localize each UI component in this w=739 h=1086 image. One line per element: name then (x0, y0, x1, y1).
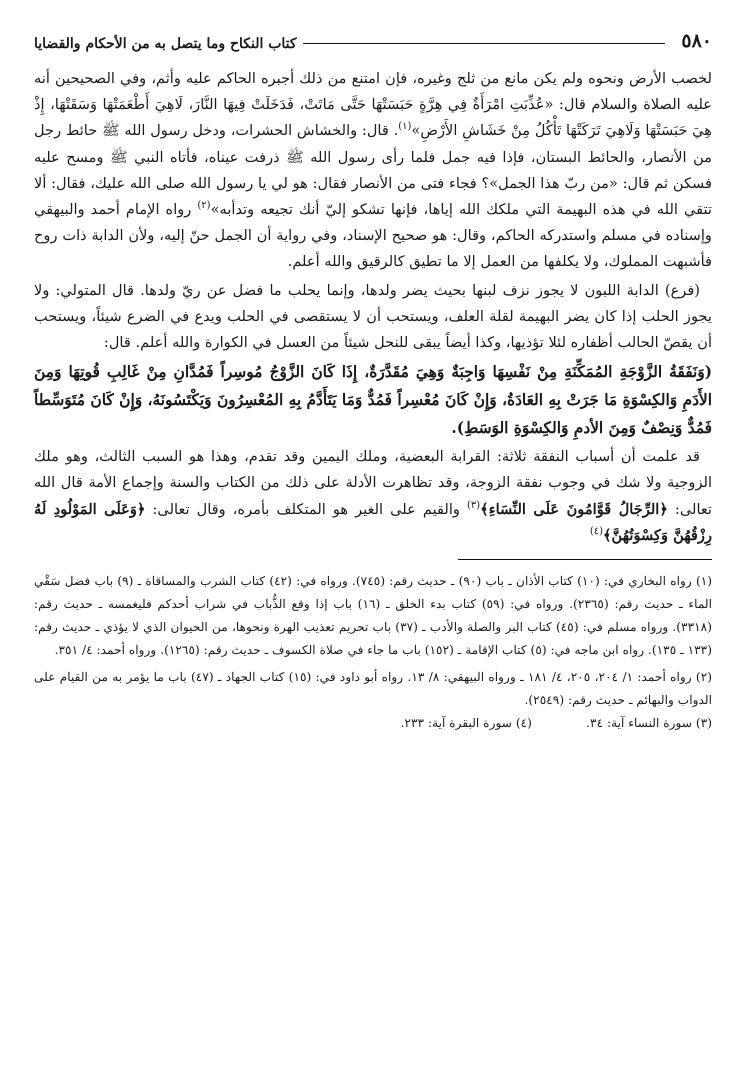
paragraph-3 (34, 444, 712, 549)
footnote-3: (٣) سورة النساء آية: ٣٤. (586, 716, 712, 731)
footnote-3-4 (34, 712, 712, 735)
quran-quote-2: ﴿وَعَلَى المَوْلُودِ لَهُ رِزْقُهُنَّ وَكِسْوَتُهُنَّ﴾ (34, 500, 712, 544)
page-header (34, 22, 712, 52)
paragraph-1 (34, 66, 712, 276)
footnote-1: (١) رواه البخاري في: (١٠) كتاب الأذان ـ باب (٩٠) ـ حديث رقم: (٧٤٥). ورواه في: (٤٢) كتاب الشرب والمساقاة ـ (٩) باب فضل سَقْي الماء ـ حديث رقم: (٢٣٦٥). ورواه في: (٥٩) كتاب بدء الخلق ـ (١٦) باب إذا وقع الذُّباب في شراب أحدكم فليغمسه ـ حديث رقم: (٣٣١٨). ورواه مسلم في: (٤٥) كتاب البر والصلة والأدب ـ (٣٧) باب تحريم تعذيب الهرة ونحوها، من الحيوان الذي لا يؤذي ـ حديث رقم: (١٣٣ ـ ١٣٥). رواه ابن ماجه في: (٥) كتاب الإقامة ـ (١٥٢) باب ما جاء في صلاة الكسوف ـ حديث رقم: (١٢٦٥). ورواه أحمد: ٤/ ٣٥١. (34, 574, 713, 658)
running-title: كتاب النكاح وما يتصل به من الأحكام والقضايا (34, 36, 297, 52)
main-text (34, 66, 712, 549)
paragraph-1-text-b: . قال: والخشاش الحشرات، ودخل رسول الله ﷺ حائط رجل من الأنصار، والحائط البستان، فإذا فيه جمل فلما رأى رسول الله ﷺ ذرفت عيناه، فأتاه النبي ﷺ ومسح عليه فسكن ثم قال: «من ربّ هذا الجمل»؟ فجاء فتى من الأنصار فقال: هو لي يا رسول الله صلى الله عليك، فقال: ألا تتقي الله في هذه البهيمة التي ملكك الله إياها، فإنها تشكو إليّ أنك تجيعه وتدأبه» (34, 122, 712, 219)
header-rule (303, 43, 666, 44)
book-page (34, 22, 712, 1072)
paragraph-1-text-c: رواه الإمام أحمد والبيهقي وإسناده في مسلم واستدركه الحاكم، وقال: هو صحيح الإسناد، وفي رواية أن الجمل حنّ إليه، ولأن الدابة ذات روح فأشبهت المملوك، ولا يكلفها من العمل إلا ما تطيق كالرقيق والله أعلم. (34, 201, 712, 271)
footnote-2: (٢) رواه أحمد: ١/ ٢٠٤، ٢٠٥، ٤/ ١٨١ ـ ورواه البيهقي: ٨/ ١٣. رواه أبو داود في: (١٥) كتاب الجهاد ـ (٤٧) باب ما يؤمر به من القيام على الدواب والبهائم ـ حديث رقم: (٢٥٤٩). (34, 670, 712, 708)
paragraph-3-text-b: والقيم على الغير هو المتكلف بأمره، وقال تعالى: (145, 500, 467, 518)
footnotes (34, 570, 712, 735)
footnote-ref-3[interactable]: (٣) (466, 499, 481, 511)
footnote-ref-2[interactable]: (٢) (197, 200, 211, 212)
footnote-4: (٤) سورة البقرة آية: ٢٣٣. (400, 716, 532, 731)
paragraph-2: (فرع) الدابة اللبون لا يجوز نزف لبنها بحيث يضر ولدها، وإنما يحلب ما فضل عن ريّ ولدها. قال المتولي: ولا يجوز الحلب إذا كان يضر البهيمة لقلة العلف، ويستحب أن لا يستقصى في الحلب ويدع في الضرع شيئاً، ويستحب أن يقصّ الحالب أظفاره لئلا تؤذيها، وكذا أيضاً يبقى للنحل شيئاً من العسل في الكوارة والله أعلم. قال: (34, 281, 712, 352)
footnote-ref-1[interactable]: (١) (398, 121, 412, 133)
page-number: ٥٨٠ (681, 30, 712, 52)
footnote-divider (458, 559, 712, 560)
paragraph-1-text: لخصب الأرض ونحوه ولم يكن مانع من ثلج وغيره، فإن امتنع من ذلك أجبره الحاكم عليه وأثم، وفي الصحيحين أنه عليه الصلاة والسلام قال: «عُذِّبَتِ امْرَأَةٌ فِي هِرَّةٍ حَبَسَتْهَا حَتَّى مَاتَتْ، فَدَخَلَتْ فِيهَا النَّارَ، لَاهِيَ أَطْعَمَتْهَا وَسَقَتْهَا، إِذْ هِيَ حَبَسَتْهَا وَلَاهِيَ تَرَكَتْهَا تَأْكُلُ مِنْ خَشَاشِ الأَرْضِ» (34, 70, 712, 140)
footnote-ref-4[interactable]: (٤) (589, 525, 603, 537)
quran-quote-1: ﴿الرِّجَالُ قَوَّامُونَ عَلَى النِّسَاءِ﴾ (480, 500, 668, 518)
matn-verse: (وَنَفَقَةُ الزَّوْجَةِ المُمَكِّنَةِ مِنْ نَفْسِهَا وَاجِبَةٌ وَهِيَ مُقَدَّرَةٌ، إِذَا كَانَ الزَّوْجُ مُوسِراً فَمُدَّانِ مِنْ غَالِبِ قُوتِهَا وَمِنَ الأَدَمِ وَالكِسْوَةِ مَا جَرَتْ بِهِ العَادَةُ، وَإِنْ كَانَ مُعْسِراً فَمُدٌّ وَمَا يَتَأَدَّمُ بِهِ المُعْسِرُونَ وَيَكْتَسُونَهُ، وَإِنْ كَانَ مُتَوَسِّطاً فَمُدٌّ وَنِصْفٌ وَمِنَ الأدمِ وَالكِسْوَةِ الوَسَطِ). (34, 363, 712, 438)
paragraph-3-text-a: قد علمت أن أسباب النفقة ثلاثة: القرابة البعضية، وملك اليمين وقد تقدم، وهذا هو السبب الثالث، وهو ملك الزوجية ولا شك في وجوب نفقة الزوجة، وقد تظاهرت الأدلة على ذلك من الكتاب والسنة وإجماع الأمة قال الله تعالى: (34, 448, 712, 518)
